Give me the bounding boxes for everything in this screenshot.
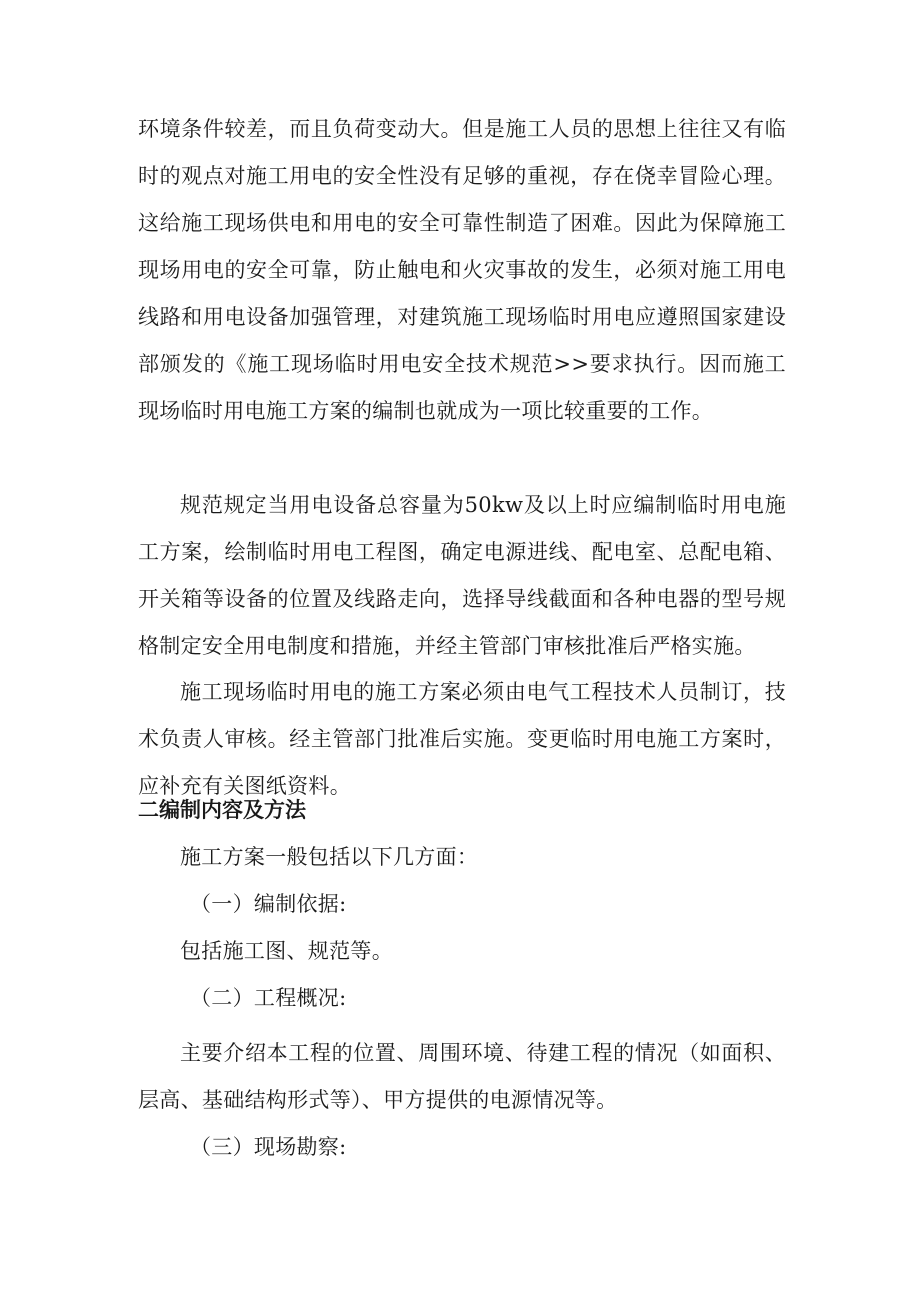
item-1-title: （一）编制依据: [190,892,347,916]
body-paragraph-2: 规范规定当用电设备总容量为50kw及以上时应编制临时用电施工方案，绘制临时用电工程图，确定电源进线、配电室、总配电箱、开关箱等设备的位置及线路走向，选择导线截面和各种电器的型号规格制定安全用电制度和措施，并经主管部门审核批准后严格实施。 [138,493,786,658]
intro-line: 施工方案一般包括以下几方面： [180,845,479,869]
item-2-text: 主要介绍本工程的位置、周围环境、待建工程的情况（如面积、层高、基础结构形式等）、甲方提供的电源情况等。 [138,1041,786,1112]
body-paragraph-3: 施工现场临时用电的施工方案必须由电气工程技术人员制订，技术负责人审核。经主管部门批准后实施。变更临时用电施工方案时，应补充有关图纸资料。 [138,680,786,798]
body-paragraph-1: 环境条件较差，而且负荷变动大。但是施工人员的思想上往往又有临时的观点对施工用电的安全性没有足够的重视，存在侥幸冒险心理。这给施工现场供电和用电的安全可靠性制造了困难。因此为保障施工现场用电的安全可靠，防止触电和火灾事故的发生，必须对施工用电线路和用电设备加强管理，对建筑施工现场临时用电应遵照国家建设部颁发的《施工现场临时用电安全技术规范>>要求执行。因而施工现场临时用电施工方案的编制也就成为一项比较重要的工作。 [138,117,786,423]
item-2-title: （二）工程概况: [190,986,347,1010]
item-1-text: 包括施工图、规范等。 [180,939,393,963]
section-heading: 二编制内容及方法 [138,798,306,822]
item-3-title: （三）现场勘察: [190,1135,347,1159]
